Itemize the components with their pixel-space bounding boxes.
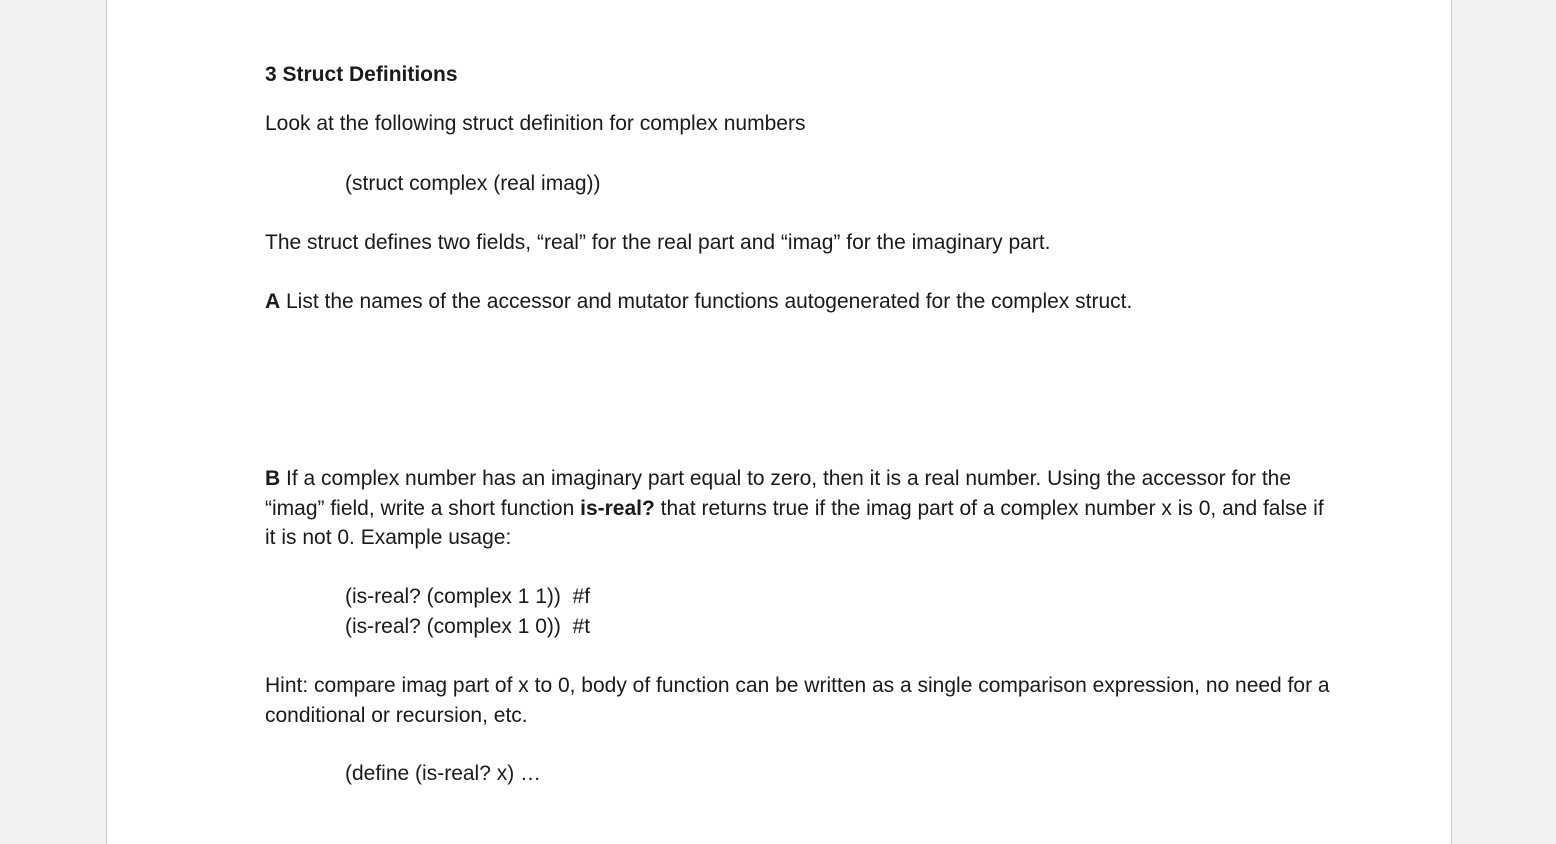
define-code-line: (define (is-real? x) … bbox=[345, 762, 542, 785]
part-a-label: A bbox=[265, 290, 281, 313]
document-page bbox=[106, 0, 1452, 844]
example-line-2: (is-real? (complex 1 0)) #t bbox=[345, 615, 591, 638]
part-b-text-2: that returns true if the imag part of a complex number x is 0, and false if it is not 0. Example usage: bbox=[265, 496, 1324, 549]
intro-paragraph: Look at the following struct definition for complex numbers bbox=[265, 112, 806, 135]
part-a-text: List the names of the accessor and mutator functions autogenerated for the complex struct. bbox=[280, 290, 1133, 313]
hint-paragraph: Hint: compare imag part of x to 0, body of function can be written as a single comparison expression, no need for a conditional or recursion, etc. bbox=[265, 674, 1330, 727]
part-b-paragraph bbox=[265, 464, 1325, 553]
fields-description: The struct defines two fields, “real” for the real part and “imag” for the imaginary part. bbox=[265, 231, 1051, 254]
part-b-text-1: If a complex number has an imaginary part equal to zero, then it is a real number. Using the accessor for the “imag” field, write a short function bbox=[265, 467, 1292, 520]
function-name: is-real? bbox=[580, 496, 655, 520]
part-b-label: B bbox=[265, 467, 281, 490]
struct-code-line: (struct complex (real imag)) bbox=[345, 172, 601, 195]
section-heading: 3 Struct Definitions bbox=[265, 63, 458, 86]
part-a-paragraph bbox=[265, 287, 1132, 317]
example-line-1: (is-real? (complex 1 1)) #f bbox=[345, 585, 591, 608]
